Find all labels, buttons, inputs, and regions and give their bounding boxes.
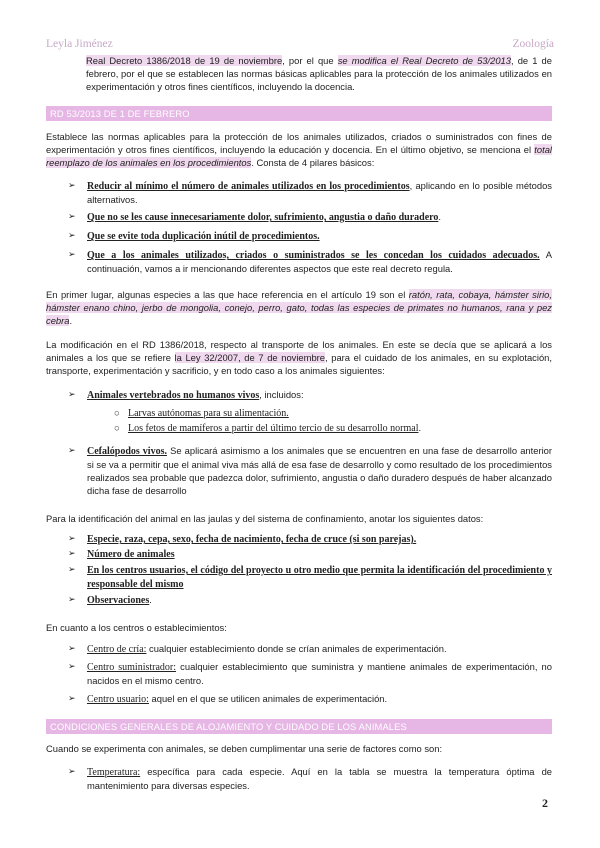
id-item (68, 563, 552, 591)
pillar-item (68, 248, 552, 275)
animal-category-vertebrates (68, 388, 552, 402)
center-item (68, 692, 552, 706)
vertebrates-title: Animales vertebrados no humanos vivos (87, 390, 260, 401)
center-title: Centro usuario: (87, 694, 149, 705)
arrow-bullet-icon: ➢ (68, 180, 76, 190)
replacement-highlight: total reemplazo de los animales en los procedimientos (46, 144, 552, 168)
intro-text-rest: , de 1 de febrero, por el que se establecen las normas básicas aplicables para la protección de los animales utilizados en experimentación y otros fines científicos, incluyendo la docencia. (86, 55, 552, 92)
arrow-bullet-icon: ➢ (68, 564, 76, 574)
id-species: Especie, raza, cepa, sexo, fecha de nacimiento, fecha de cruce (si son parejas). (87, 534, 417, 545)
arrow-bullet-icon: ➢ (68, 661, 76, 671)
header-subject: Zoología (512, 38, 554, 50)
section-heading-rd53: RD 53/2013 DE 1 DE FEBRERO (46, 106, 552, 121)
center-item (68, 660, 552, 687)
arrow-bullet-icon: ➢ (68, 389, 76, 399)
transport-text: La modificación en el RD 1386/2018, respecto al transporte de los animales. En este se decía que se aplicará a los animales a los que se refiere (46, 339, 552, 363)
arrow-bullet-icon: ➢ (68, 693, 76, 703)
center-text: cualquier establecimiento donde se crían animales de experimentación. (146, 643, 447, 654)
center-item (68, 642, 552, 656)
section-heading-housing: CONDICIONES GENERALES DE ALOJAMIENTO Y CUIDADO DE LOS ANIMALES (46, 719, 552, 734)
circle-bullet-icon: ○ (114, 407, 120, 418)
circle-bullet-icon: ○ (114, 422, 120, 433)
species-end: . (69, 315, 73, 326)
arrow-bullet-icon: ➢ (68, 230, 76, 240)
fetus-item: Los fetos de mamíferos a partir del último tercio de su desarrollo normal (128, 423, 419, 434)
center-title: Centro de cría: (87, 644, 147, 655)
header-author: Leyla Jiménez (46, 38, 113, 50)
sub-item (114, 406, 552, 420)
pillar-title: Que se evite toda duplicación inútil de procedimientos. (87, 231, 320, 242)
paragraph-identification: Para la identificación del animal en las jaulas y del sistema de confinamiento, anotar los siguientes datos: (46, 513, 484, 524)
paragraph-transport (46, 338, 552, 377)
arrow-bullet-icon: ➢ (68, 643, 76, 653)
species-intro: En primer lugar, algunas especies a las que hace referencia en el artículo 19 son el (46, 289, 409, 300)
arrow-bullet-icon: ➢ (68, 445, 76, 455)
id-number: Número de animales (87, 549, 175, 560)
id-item (68, 532, 552, 546)
decree-modification: se modifica el Real Decreto de 53/2013 (337, 55, 511, 66)
pillar-text: , aplicando en lo posible métodos alternativos. (87, 180, 552, 205)
temperature-text: específica para cada especie. Aquí en la tabla se muestra la temperatura óptima de mantenimiento para diversas especies. (87, 766, 552, 791)
pillar-title: Que a los animales utilizados, criados o suministrados se les concedan los cuidados adecuados. (87, 250, 540, 261)
id-project-code: En los centros usuarios, el código del proyecto u otro medio que permita la identificación del procedimiento y responsable del mismo (87, 565, 552, 590)
cephalopods-title: Cefalópodos vivos. (87, 446, 167, 457)
species-list: ratón, rata, cobaya, hámster sirio, hámster enano chino, jerbo de mongolia, conejo, perro, gato, todas las especies de primates no humanos, rana y pez cebra (46, 289, 552, 326)
transport-text-end: , para el cuidado de los animales, en su explotación, transporte, experimentación y sacrificio, y en todo caso a los animales siguientes: (46, 352, 552, 376)
pillar-text: . (438, 211, 442, 222)
center-text: cualquier establecimiento que suministra y mantiene animales de experimentación, no nacidos en el mismo centro. (87, 661, 552, 686)
arrow-bullet-icon: ➢ (68, 548, 76, 558)
sub-item: ○ Los fetos de mamíferos a partir del último tercio de su desarrollo normal. (114, 422, 422, 434)
arrow-bullet-icon: ➢ (68, 249, 76, 259)
animal-category-cephalopods (68, 444, 552, 497)
page-number: 2 (542, 796, 548, 810)
intro-paragraph (86, 54, 552, 93)
factor-temperature (68, 765, 552, 792)
intro-text: , por el que (282, 55, 338, 66)
cephalopods-text: Se aplicará asimismo a los animales que se encuentren en una fase de desarrollo anterior si se va a permitir que el animal viva más allá de esa fase de desarrollo y como resultado de los procedimientos realizados sea probable que padezca dolor, sufrimiento, angustia o daño duradero después de haber alcanzado dicha fase de desarrollo (87, 445, 552, 496)
arrow-bullet-icon: ➢ (68, 766, 76, 776)
paragraph-species (46, 288, 552, 327)
pillar-item (68, 210, 552, 224)
purpose-text-end: . Consta de 4 pilares básicos: (251, 157, 375, 168)
larvae-item: Larvas autónomas para su alimentación. (128, 408, 289, 419)
purpose-text: Establece las normas aplicables para la protección de los animales utilizados, criados o suministrados con fines de experimentación y otros fines científicos, incluyendo la educación y docencia. En el último objetivo, se menciona el (46, 131, 552, 155)
arrow-bullet-icon: ➢ (68, 594, 76, 604)
paragraph-factors: Cuando se experimenta con animales, se deben cumplimentar una serie de factores como son: (46, 743, 443, 754)
pillar-title: Reducir al mínimo el número de animales utilizados en los procedimientos (87, 181, 410, 192)
temperature-title: Temperatura: (87, 767, 141, 778)
id-item: ➢ Observaciones. (68, 594, 152, 606)
id-observations: Observaciones (87, 595, 150, 606)
law-highlight: la Ley 32/2007, de 7 de noviembre (174, 352, 326, 363)
pillar-text: A continuación, vamos a ir mencionando diferentes aspectos que este real decreto regula. (87, 249, 553, 274)
pillar-title: Que no se les cause innecesariamente dolor, sufrimiento, angustia o daño duradero (87, 212, 439, 223)
paragraph-centers: En cuanto a los centros o establecimientos: (46, 622, 227, 633)
arrow-bullet-icon: ➢ (68, 533, 76, 543)
decree-ref: Real Decreto 1386/2018 de 19 de noviembre (86, 55, 283, 66)
paragraph-purpose (46, 130, 552, 169)
center-title: Centro suministrador: (87, 662, 177, 673)
pillar-item (68, 179, 552, 206)
id-item (68, 547, 552, 561)
arrow-bullet-icon: ➢ (68, 211, 76, 221)
pillar-item (68, 229, 552, 243)
vertebrates-text: , incluidos: (259, 389, 304, 400)
center-text: aquel en el que se utilicen animales de experimentación. (148, 693, 388, 704)
